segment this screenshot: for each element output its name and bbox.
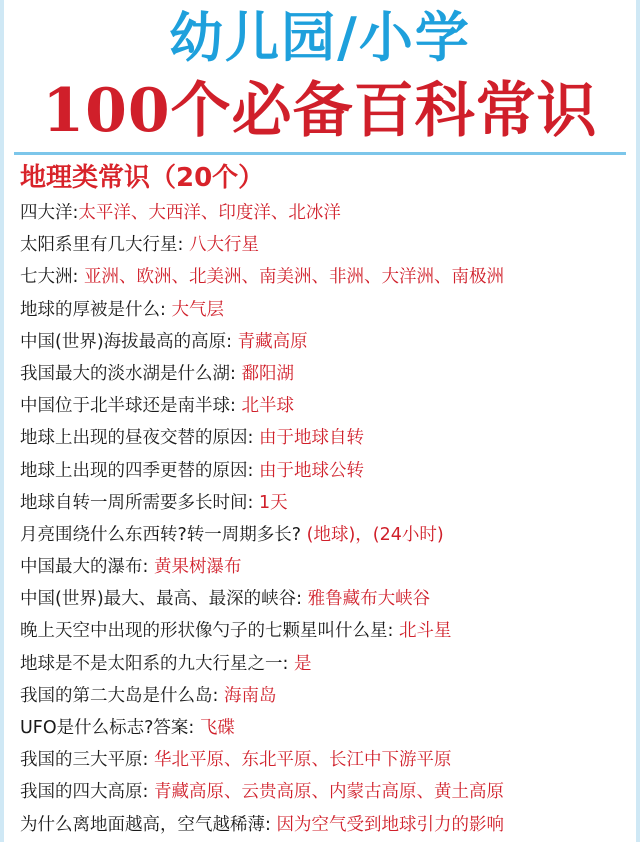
knowledge-list [20, 197, 632, 841]
list-item [20, 648, 632, 680]
answer-text: 北斗星 [398, 621, 452, 642]
answer-text: 鄱阳湖 [241, 363, 294, 384]
answer-text: 因为空气受到地球引力的影响 [276, 814, 504, 835]
question-text: 地球的厚被是什么: [20, 299, 172, 320]
answer-text: 青藏高原 [237, 331, 308, 352]
answer-text: 海南岛 [223, 685, 277, 706]
question-text: 我国的第二大岛是什么岛: [20, 685, 224, 706]
answer-text: 1天 [258, 492, 288, 513]
answer-text: 八大行星 [188, 235, 259, 256]
title-line-2: 100个必备百科常识 [42, 76, 598, 146]
section-title: 地理类常识（20个） [20, 163, 265, 193]
list-item [20, 358, 632, 390]
list-item [20, 487, 632, 519]
header-divider [14, 152, 626, 155]
question-text: 七大洲: [20, 267, 84, 288]
list-item [20, 294, 632, 326]
question-text: 地球自转一周所需要多长时间: [20, 492, 259, 513]
question-text: 中国(世界)海拔最高的高原: [20, 331, 238, 352]
list-item [20, 551, 632, 583]
header [0, 0, 640, 152]
question-text: 月亮围绕什么东西转?转一周期多长? [20, 524, 307, 545]
answer-text: 太平洋、大西洋、印度洋、北冰洋 [78, 203, 341, 223]
answer-text: 雅鲁藏布大峡谷 [307, 589, 431, 610]
answer-text: (地球)，(24小时) [306, 524, 444, 545]
question-text: 中国位于北半球还是南半球: [20, 396, 242, 417]
title-line-1: 幼儿园/小学 [169, 6, 471, 69]
list-item [20, 422, 632, 454]
answer-text: 北半球 [241, 396, 294, 417]
list-item [20, 197, 632, 229]
answer-text: 华北平原、东北平原、长江中下游平原 [153, 750, 452, 771]
list-item [20, 519, 632, 551]
question-text: UFO是什么标志?答案: [20, 718, 200, 738]
list-item [20, 615, 632, 647]
answer-text: 青藏高原、云贵高原、内蒙古高原、黄土高原 [153, 782, 504, 803]
list-item [20, 776, 632, 808]
question-text: 我国的四大高原: [20, 782, 154, 803]
answer-text: 由于地球自转 [258, 428, 364, 449]
list-item [20, 390, 632, 422]
list-item [20, 744, 632, 776]
list-item [20, 326, 632, 358]
answer-text: 由于地球公转 [258, 460, 364, 481]
list-item [20, 583, 632, 615]
answer-text: 是 [293, 653, 312, 674]
question-text: 地球上出现的四季更替的原因: [20, 460, 259, 481]
question-text: 我国最大的淡水湖是什么湖: [20, 363, 242, 384]
question-text: 为什么离地面越高，空气越稀薄: [20, 814, 277, 835]
question-text: 地球是不是太阳系的九大行星之一: [20, 653, 294, 674]
question-text: 中国最大的瀑布: [20, 557, 154, 578]
list-item [20, 680, 632, 712]
question-text: 晚上天空中出现的形状像勺子的七颗星叫什么星: [20, 621, 399, 642]
question-text: 中国(世界)最大、最高、最深的峡谷: [20, 589, 308, 610]
question-text: 我国的三大平原: [20, 750, 154, 771]
list-item [20, 261, 632, 293]
answer-text: 飞碟 [199, 718, 235, 738]
question-text: 四大洋: [20, 203, 79, 223]
list-item [20, 809, 632, 841]
list-item [20, 712, 632, 744]
list-item [20, 229, 632, 261]
answer-text: 亚洲、欧洲、北美洲、南美洲、非洲、大洋洲、南极洲 [83, 267, 504, 288]
list-item [20, 455, 632, 487]
answer-text: 黄果树瀑布 [153, 557, 242, 578]
answer-text: 大气层 [171, 299, 224, 320]
question-text: 地球上出现的昼夜交替的原因: [20, 428, 259, 449]
question-text: 太阳系里有几大行星: [20, 235, 189, 256]
